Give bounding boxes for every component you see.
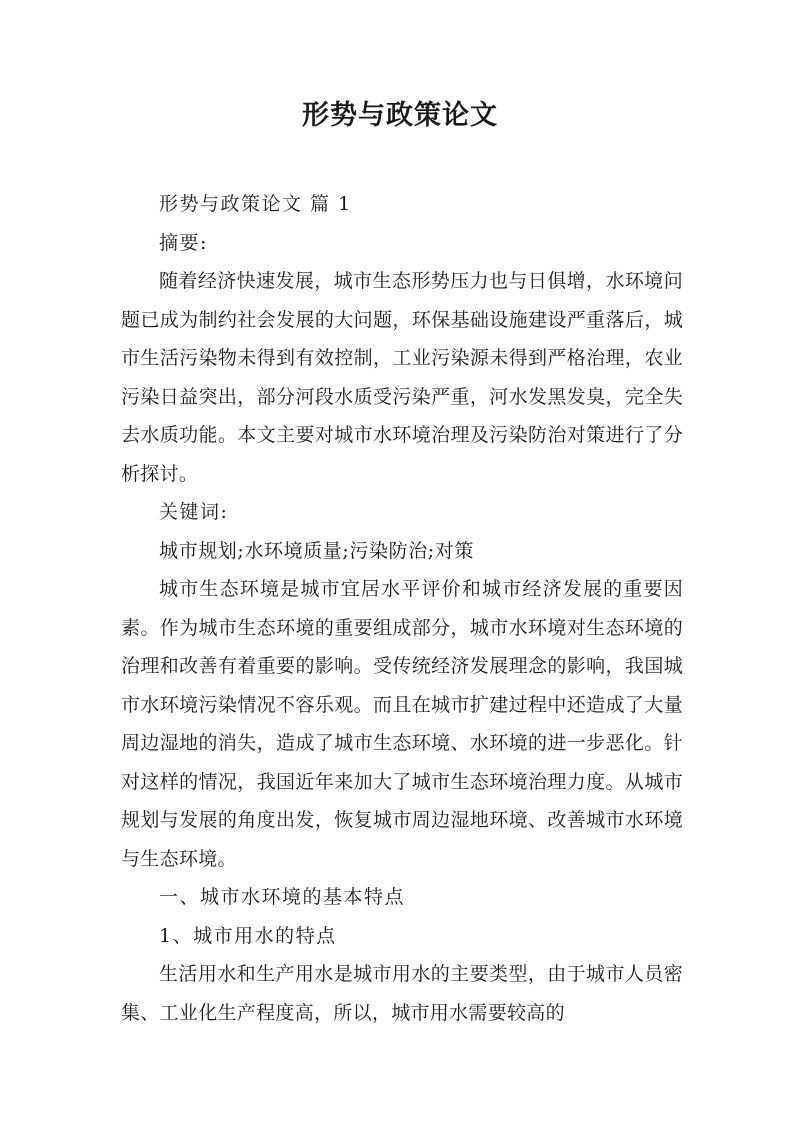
subsection-heading: 1、城市用水的特点 [159, 924, 337, 947]
abstract-label: 摘要: [159, 231, 208, 254]
body-paragraph: 生活用水和生产用水是城市用水的主要类型，由于城市人员密集、工业化生产程度高，所以，城市用水需要较高的 [121, 963, 683, 1024]
keywords-list: 城市规划;水环境质量;污染防治;对策 [159, 539, 475, 562]
keywords-label: 关键词: [159, 501, 229, 523]
abstract-paragraph: 随着经济快速发展，城市生态形势压力也与日俱增，水环境问题已成为制约社会发展的大问题，环保基础设施建设严重落后，城市生活污染物未得到有效控制，工业污染源未得到严格治理，农业污染日益突出，部分河段水质受污染严重，河水发黑发臭，完全失去水质功能。本文主要对城市水环境治理及污染防治对策进行了分析探讨。 [121, 270, 683, 485]
document-body [121, 185, 683, 1032]
section-heading: 形势与政策论文 篇 1 [159, 193, 352, 215]
document-title: 形势与政策论文 [302, 100, 498, 131]
chapter-heading: 一、城市水环境的基本特点 [159, 886, 406, 908]
intro-paragraph: 城市生态环境是城市宜居水平评价和城市经济发展的重要因素。作为城市生态环境的重要组成部分，城市水环境对生态环境的治理和改善有着重要的影响。受传统经济发展理念的影响，我国城市水环境污染情况不容乐观。而且在城市扩建过程中还造成了大量周边湿地的消失，造成了城市生态环境、水环境的进一步恶化。针对这样的情况，我国近年来加大了城市生态环境治理力度。从城市规划与发展的角度出发，恢复城市周边湿地环境、改善城市水环境与生态环境。 [121, 578, 683, 870]
